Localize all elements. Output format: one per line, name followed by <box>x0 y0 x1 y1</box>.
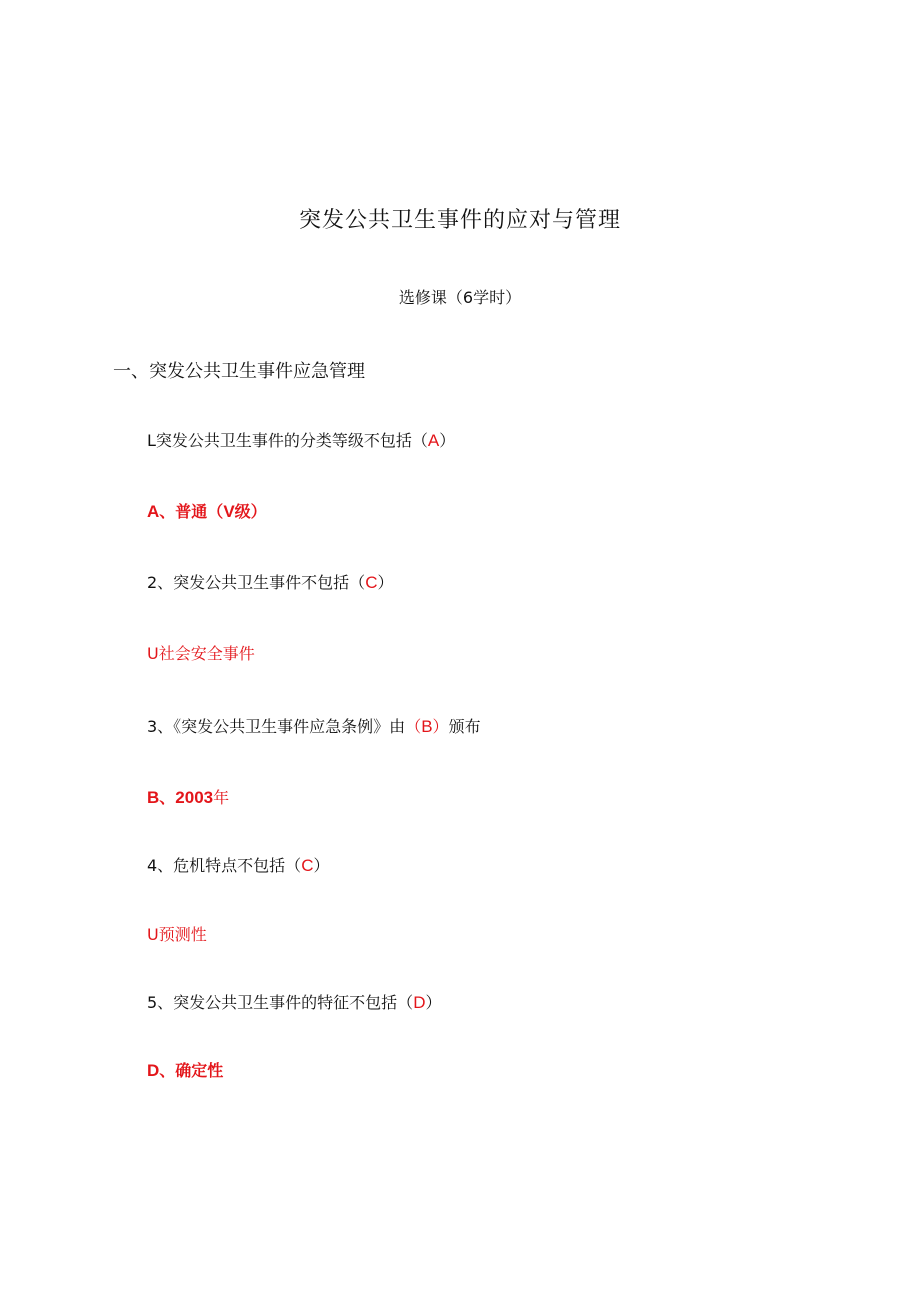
question-2-suffix: ） <box>377 573 394 592</box>
question-4-answer-letter: C <box>301 856 314 875</box>
question-1-suffix: ） <box>439 431 456 450</box>
answer-4 <box>147 922 207 945</box>
answer-1-sep: 、 <box>159 502 176 521</box>
question-3 <box>147 714 481 737</box>
answer-3-unit: 年 <box>213 788 230 807</box>
question-1 <box>147 428 455 451</box>
answer-1 <box>147 499 267 522</box>
section-heading: 一、突发公共卫生事件应急管理 <box>113 361 365 382</box>
question-3-text: 3、《突发公共卫生事件应急条例》由 <box>147 717 406 736</box>
question-3-close: ） <box>432 717 449 736</box>
question-3-answer-letter: B <box>421 717 433 736</box>
question-3-suffix: 颁布 <box>448 717 481 736</box>
question-5 <box>147 990 441 1013</box>
answer-3-label: B <box>147 788 160 807</box>
answer-4-text: U预测性 <box>147 925 207 944</box>
question-2-text: 2、突发公共卫生事件不包括（ <box>147 573 366 592</box>
answer-1-text-c: 级） <box>234 502 267 521</box>
answer-1-text-b: V <box>223 502 235 521</box>
question-4-suffix: ） <box>313 856 330 875</box>
answer-2 <box>147 641 255 664</box>
answer-1-text-a: 普通（ <box>175 502 224 521</box>
answer-5-label: D <box>147 1061 160 1080</box>
answer-5 <box>147 1058 223 1081</box>
answer-1-label: A <box>147 502 160 521</box>
question-5-suffix: ） <box>425 993 442 1012</box>
answer-3 <box>147 785 229 808</box>
document-title: 突发公共卫生事件的应对与管理 <box>298 208 621 233</box>
question-5-text: 5、突发公共卫生事件的特征不包括（ <box>147 993 414 1012</box>
question-5-answer-letter: D <box>413 993 426 1012</box>
answer-3-year: 2003 <box>175 788 214 807</box>
question-1-answer-letter: A <box>427 431 440 450</box>
answer-2-text: U社会安全事件 <box>147 644 255 663</box>
question-2-answer-letter: C <box>365 573 378 592</box>
question-1-text: L突发公共卫生事件的分类等级不包括（ <box>147 431 428 450</box>
question-2 <box>147 570 393 593</box>
question-4-text: 4、危机特点不包括（ <box>147 856 302 875</box>
answer-5-text: 确定性 <box>175 1061 224 1080</box>
question-3-open: （ <box>405 717 422 736</box>
question-4 <box>147 853 329 876</box>
document-subtitle: 选修课（6学时） <box>398 288 522 307</box>
answer-5-sep: 、 <box>159 1061 176 1080</box>
answer-3-sep: 、 <box>159 788 176 807</box>
